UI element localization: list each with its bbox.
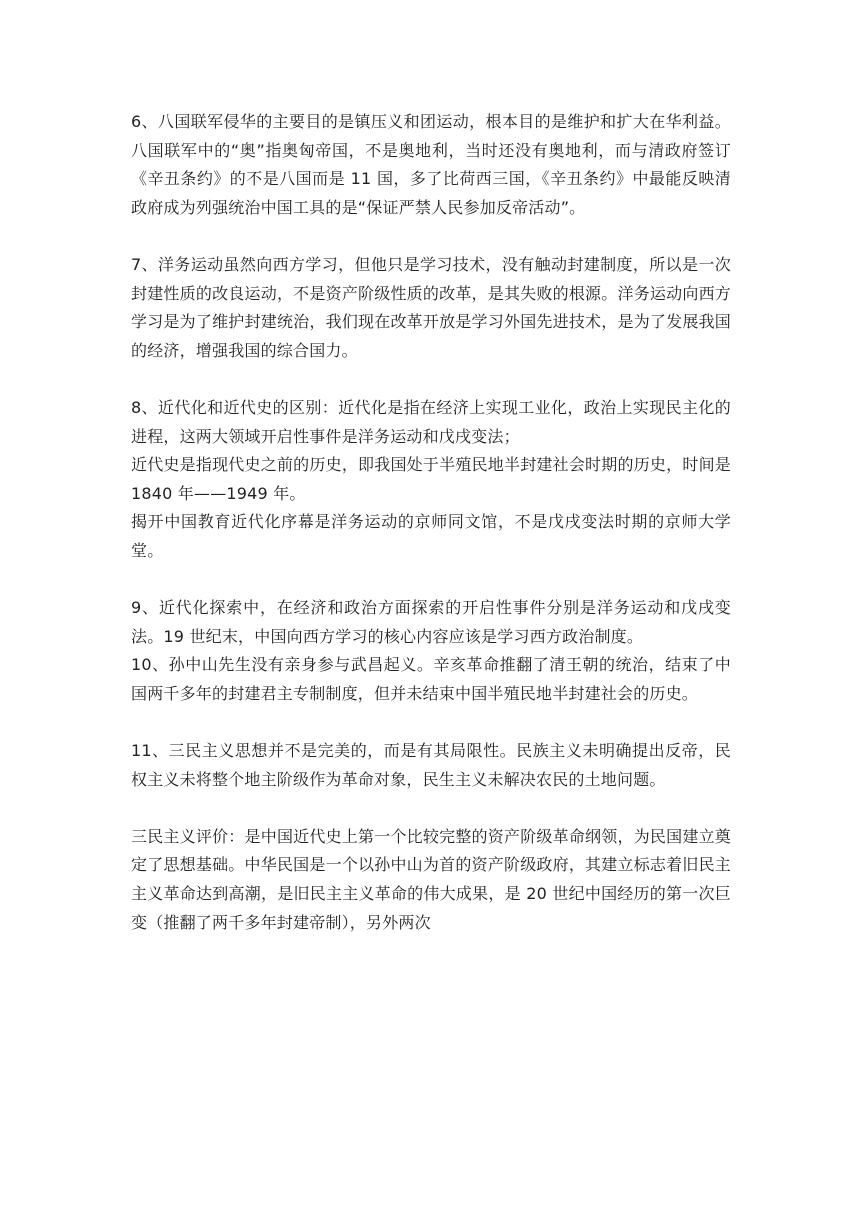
document-page <box>131 108 731 937</box>
paragraph-11: 11、三民主义思想并不是完美的，而是有其局限性。民族主义未明确提出反帝，民权主义未将整个地主阶级作为革命对象，民生主义未解决农民的土地问题。 <box>131 741 731 789</box>
paragraph-7: 7、洋务运动虽然向西方学习，但他只是学习技术，没有触动封建制度，所以是一次封建性质的改良运动，不是资产阶级性质的改革，是其失败的根源。洋务运动向西方学习是为了维护封建统治，我们现在改革开放是学习外国先进技术，是为了发展我国的经济，增强我国的综合国力。 <box>131 254 731 360</box>
paragraph-8-education: 揭开中国教育近代化序幕是洋务运动的京师同文馆，不是戊戌变法时期的京师大学堂。 <box>131 512 731 560</box>
paragraph-9: 9、近代化探索中，在经济和政治方面探索的开启性事件分别是洋务运动和戊戌变法。19 世纪末，中国向西方学习的核心内容应该是学习西方政治制度。 <box>131 598 731 646</box>
paragraph-8-definition: 8、近代化和近代史的区别：近代化是指在经济上实现工业化，政治上实现民主化的进程，这两大领域开启性事件是洋务运动和戊戌变法； <box>131 397 731 446</box>
paragraph-evaluation: 三民主义评价：是中国近代史上第一个比较完整的资产阶级革命纲领，为民国建立奠定了思想基础。中华民国是一个以孙中山为首的资产阶级政府，其建立标志着旧民主主义革命达到高潮，是旧民主主义革命的伟大成果，是 20 世纪中国经历的第一次巨变（推翻了两千多年封建帝制），另外两次 <box>131 826 731 932</box>
paragraph-10: 10、孙中山先生没有亲身参与武昌起义。辛亥革命推翻了清王朝的统治，结束了中国两千多年的封建君主专制制度，但并未结束中国半殖民地半封建社会的历史。 <box>131 655 731 703</box>
paragraph-8-modern-history: 近代史是指现代史之前的历史，即我国处于半殖民地半封建社会时期的历史，时间是 1840 年——1949 年。 <box>131 455 731 503</box>
paragraph-6: 6、八国联军侵华的主要目的是镇压义和团运动，根本目的是维护和扩大在华利益。八国联军中的“奥”指奥匈帝国，不是奥地利，当时还没有奥地利，而与清政府签订《辛丑条约》的不是八国而是 11 国，多了比荷西三国，《辛丑条约》中最能反映清政府成为列强统治中国工具的是“保证严禁人民参加反帝活动”。 <box>131 112 731 217</box>
